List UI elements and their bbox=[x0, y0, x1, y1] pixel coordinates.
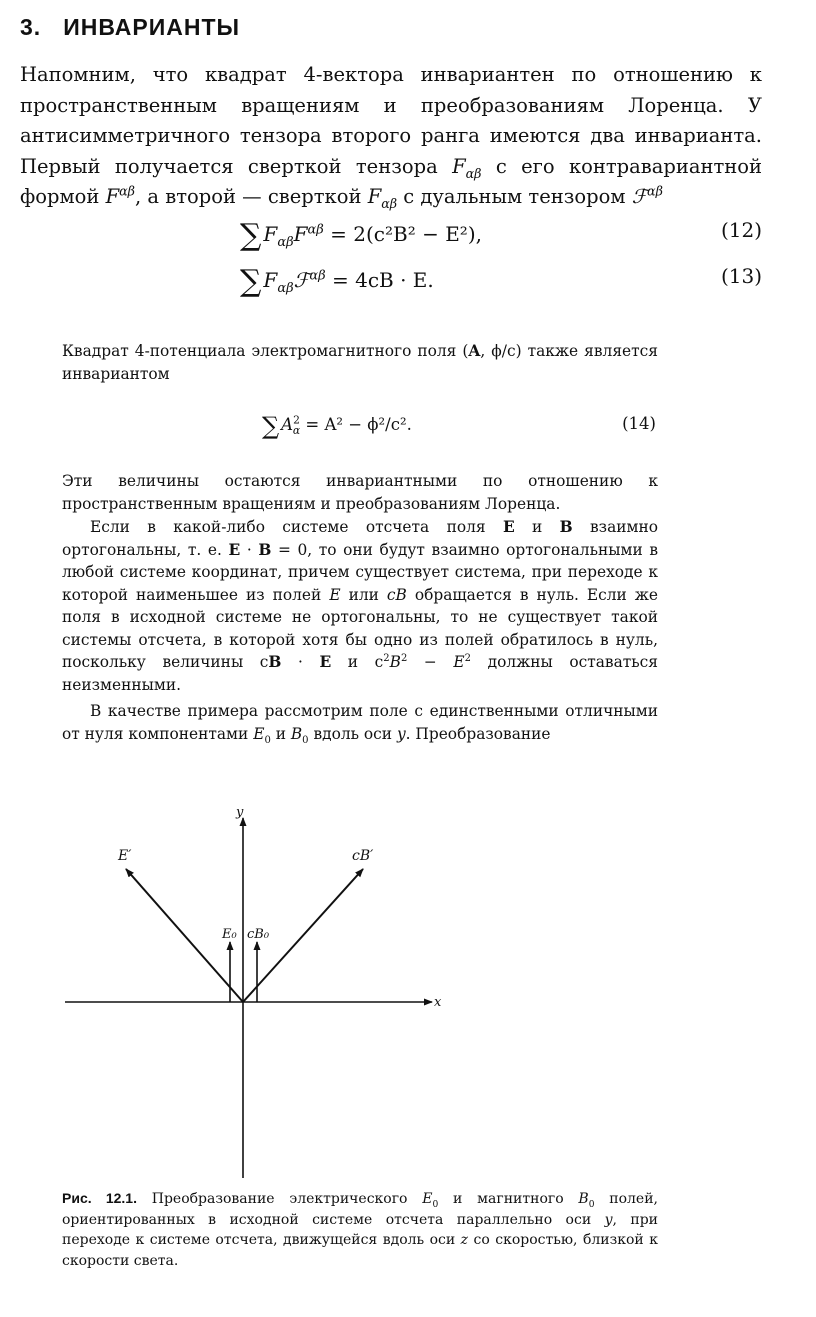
eq13-number: (13) bbox=[720, 264, 762, 288]
eq14-rhs: = A² − ϕ²/c². bbox=[305, 415, 412, 434]
e-prime-label: E′ bbox=[118, 848, 132, 864]
eq12-rhs: = 2(c²B² − E²), bbox=[330, 222, 482, 246]
field-transformation-figure bbox=[60, 790, 460, 1180]
invariant-note-paragraph: Эти величины остаются инвариантными по отношению к пространственным вращениям и преобразованиям Лоренца. bbox=[62, 472, 658, 513]
equation-14: ∑ $A^2_\alpha = A^2 - \phi^2/c^2$. (14) bbox=[262, 412, 656, 440]
eq13-rhs: = 4cB · E. bbox=[332, 268, 434, 292]
caption-label: Рис. 12.1. bbox=[62, 1190, 137, 1206]
e0-label: E₀ bbox=[222, 927, 237, 942]
section-title: ИНВАРИАНТЫ bbox=[63, 14, 241, 40]
figure-caption: Рис. 12.1. Преобразование электрического $E_0$ и магнитного $B_0$ полей, ориентированных в исходной системе отсчета параллельно оси y, при переходе к системе отсчета, движущейся вдоль оси z со скоростью, близкой к скорости света. bbox=[62, 1190, 658, 1269]
potential-paragraph: Квадрат 4-потенциала электромагнитного поля (A, ϕ/c) также является инвариантом bbox=[62, 342, 658, 383]
x-axis-label: x bbox=[434, 995, 442, 1010]
eq12-number: (12) bbox=[720, 218, 762, 242]
cb0-label: cB₀ bbox=[247, 927, 270, 942]
section-number: 3. bbox=[20, 14, 42, 40]
example-paragraph: В качестве примера рассмотрим поле с единственными отличными от нуля компонентами $E_0$ и $B_0$ вдоль оси y. Преобразование bbox=[62, 702, 658, 746]
y-axis-label: y bbox=[236, 805, 244, 820]
intro-paragraph: Напомним, что квадрат 4-вектора инвариантен по отношению к пространственным вращениям и преобразованиям Лоренца. У антисимметричного тензора второго ранга имеются два инварианта. Первый получается сверткой тензора $F_{\alpha\beta}$ с его контравариантной формой $F^{\alpha\beta}$, а второй — сверткой $F_{\alpha\beta}$ с дуальным тензором ℱ$^{\alpha\beta}$ bbox=[20, 63, 762, 211]
section-heading bbox=[20, 14, 240, 41]
equation-13: ∑ $F_{\alpha\beta}ℱ^{\alpha\beta} = 4cB \cdot E$. (13) bbox=[240, 264, 762, 299]
cb-prime-label: cB′ bbox=[352, 848, 374, 864]
equation-12: ∑ $F_{\alpha\beta}F^{\alpha\beta} = 2(c^2B^2 - E^2)$, (12) bbox=[240, 218, 762, 253]
orthogonal-paragraph: Если в какой-либо системе отсчета поля E и B взаимно ортогональны, т. е. E · B = 0, то они будут взаимно ортогональными в любой системе координат, причем существует система, при переходе к которой наименьшее из полей E или cB обращается в нуль. Если же поля в исходной системе не ортогональны, то не существует такой системы отсчета, в которой хотя бы одно из полей обратилось в нуль, поскольку величины cB · E и $c^2B^2 - E^2$ должны оставаться неизменными. bbox=[62, 518, 659, 694]
eq14-number: (14) bbox=[622, 414, 656, 433]
